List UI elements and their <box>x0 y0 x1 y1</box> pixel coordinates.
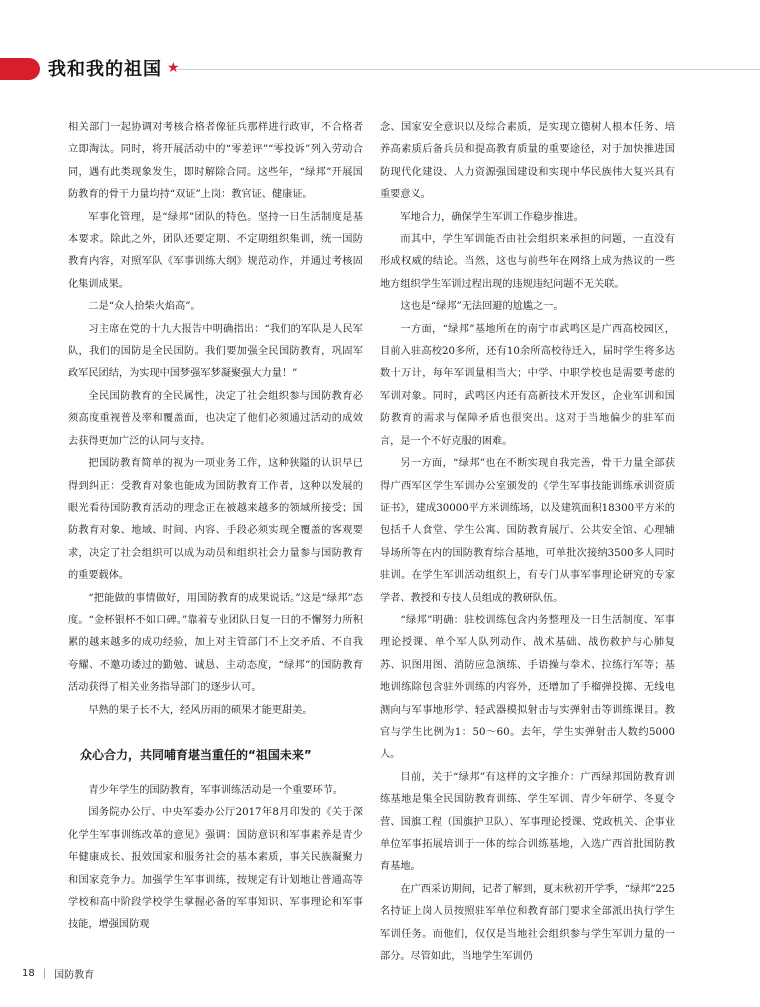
paragraph: 早熟的果子长不大，经风历雨的硕果才能更甜美。 <box>88 704 313 716</box>
paragraph: 在广西采访期间，记者了解到，夏末秋初开学季，“绿邦”225名持证上岗人员按照驻军单位和教育部门要求全部派出执行学生军训任务。而他们，仅仅是当地社会组织参与学生军训力量的一部分。尽管如此，当地学生军训仍 <box>380 883 675 963</box>
paragraph: 这也是“绿邦”无法回避的尬尴之一。 <box>400 301 564 313</box>
paragraph: 目前，关于“绿邦”有这样的文字推介：广西绿邦国防教育训练基地是集全民国防教育训练、学生军训、青少年研学、冬夏令营、国旗工程（国旗护卫队）、军事理论授课、党政机关、企事业单位军事拓展培训于一体的综合训练基地，入选广西首批国防教育基地。 <box>380 771 675 873</box>
footer-separator: | <box>42 968 47 979</box>
page-number: 18 <box>22 968 35 979</box>
right-column <box>380 117 675 968</box>
paragraph: 青少年学生的国防教育，军事训练活动是一个重要环节。 <box>88 784 344 796</box>
paragraph: 念、国家安全意识以及综合素质，是实现立德树人根本任务、培养高素质后备兵员和提高教育质量的重要途径，对于加快推进国防现代化建设、人力资源强国建设和实现中华民族伟大复兴具有重要意义。 <box>380 122 675 201</box>
paragraph: “绿邦”明确：驻校训练包含内务整理及一日生活制度、军事理论授课、单个军人队列动作、战术基础、战伤救护与心肺复苏、识图用图、消防应急演练、手语操与拳术、拉练行军等；基地训练除包含驻外训练的内容外，还增加了手榴弹投掷、无线电测向与军事地形学、轻武器模拟射击与实弹射击等训练课目。教官与学生比例为1：50～60。去年，学生实弹射击人数约5000人。 <box>380 614 675 761</box>
magazine-name: 国防教育 <box>54 970 95 981</box>
left-column <box>68 117 363 937</box>
paragraph: 国务院办公厅、中央军委办公厅2017年8月印发的《关于深化学生军事训练改革的意见》强调：国防意识和军事素养是青少年健康成长、报效国家和服务社会的基本素质，事关民族凝聚力和国家竞争力。加强学生军事训练，按规定有计划地让普通高等学校和高中阶段学校学生掌握必备的军事知识、军事理论和军事技能，增强国防观 <box>68 807 363 931</box>
paragraph: 把国防教育简单的视为一项业务工作，这种狭隘的认识早已得到纠正：受教育对象也能成为国防教育工作者，这种以发展的眼光看待国防教育活动的理念正在被越来越多的领域所接受；国防教育对象、地域、时间、内容、手段必须实现全覆盖的客观要求，决定了社会组织可以成为动员和组织社会力量参与国防教育的重要载体。 <box>68 458 363 582</box>
paragraph: 习主席在党的十九大报告中明确指出：“我们的军队是人民军队，我们的国防是全民国防。我们要加强全民国防教育，巩固军政军民团结，为实现中国梦强军梦凝聚强大力量！” <box>68 323 363 380</box>
paragraph: 一方面，“绿邦”基地所在的南宁市武鸣区是广西高校园区，目前入驻高校20多所，还有10余所高校待迁入，届时学生将多达数十万计，每年军训量相当大；中学、中职学校也是需要考虑的军训对象。同时，武鸣区内还有高新技术开发区，企业军训和国防教育的需求与保障矛盾也很突出。这对于当地偏少的驻军而言，是一个不好克服的困难。 <box>380 323 675 447</box>
paragraph: 全民国防教育的全民属性，决定了社会组织参与国防教育必须高度重视普及率和覆盖面，也决定了他们必须通过活动的成效去获得更加广泛的认同与支持。 <box>68 390 363 447</box>
paragraph: 军地合力，确保学生军训工作稳步推进。 <box>400 211 584 223</box>
paragraph: 而其中，学生军训能否由社会组织来承担的问题，一直没有形成权威的结论。当然，这也与前些年在网络上成为热议的一些地方组织学生军训过程出现的违规违纪问题不无关联。 <box>380 234 675 290</box>
page-footer <box>22 966 94 981</box>
star-icon: ★ <box>167 60 181 76</box>
header-accent-bar <box>0 58 40 80</box>
paragraph: 相关部门一起协调对考核合格者像征兵那样进行政审，不合格者立即淘汰。同时，将开展活动中的“零差评”“零投诉”列入劳动合同，遇有此类现象发生，即时解除合同。这些年，“绿邦”开展国防教育的骨干力量均持“双证”上岗：教官证、健康证。 <box>68 122 363 201</box>
paragraph: 另一方面，“绿邦”也在不断实现自我完善，骨干力量全部获得广西军区学生军训办公室颁发的《学生军事技能训练承训资质证书》，建成30000平方米训练场，以及建筑面积18300平方米的包括千人食堂、学生公寓、国防教育展厅、公共安全馆、心理辅导场所等在内的国防教育综合基地，可单批次接纳3500多人同时驻训。在学生军训活动组织上，有专门从事军事理论研究的专家学者、教授和专技人员组成的教研队伍。 <box>380 458 675 604</box>
paragraph: “把能做的事情做好，用国防教育的成果说话。”这是“绿邦”态度。“金杯银杯不如口碑。”靠着专业团队日复一日的不懈努力所积累的越来越多的成功经验，加上对主管部门不上交矛盾、不自我夸耀、不邀功诿过的勤勉、诚恳、主动态度，“绿邦”的国防教育活动获得了相关业务指导部门的逐步认可。 <box>68 592 363 694</box>
section-title: 我和我的祖国 <box>48 59 162 80</box>
paragraph: 军事化管理，是“绿邦”团队的特色。坚持一日生活制度是基本要求。除此之外，团队还要定期、不定期组织集训，统一国防教育内容，对照军队《军事训练大纲》规范动作，并通过考核固化集训成果。 <box>68 211 363 290</box>
section-header <box>48 55 181 81</box>
paragraph: 二是“众人拾柴火焰高”。 <box>88 301 201 313</box>
header-divider <box>176 69 760 70</box>
section-heading: 众心合力，共同哺育堪当重任的“祖国未来” <box>80 747 312 762</box>
